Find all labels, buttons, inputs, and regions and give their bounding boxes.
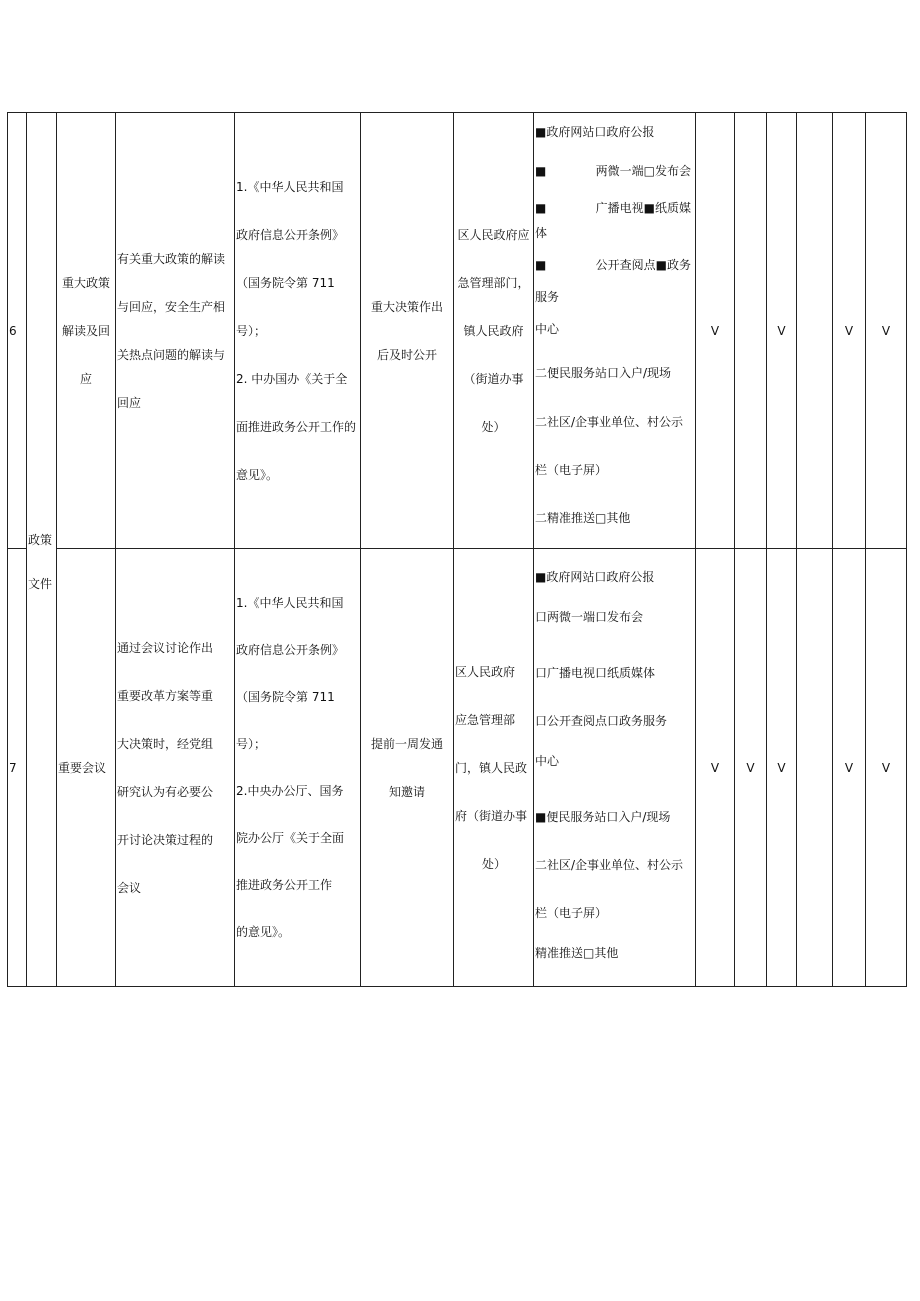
row-number: 7 xyxy=(8,549,27,987)
channel-text: 二社区/企事业单位、村公示 xyxy=(535,858,684,872)
content-cell xyxy=(116,549,235,987)
unit-line: 区人民政府 xyxy=(455,664,516,679)
channel-text: 精准推送□其他 xyxy=(535,946,619,960)
basis-cell xyxy=(235,549,361,987)
basis-line: 号）； xyxy=(236,323,267,338)
row-number: 6 xyxy=(8,113,27,549)
content-line: 有关重大政策的解读 xyxy=(117,251,226,266)
unit-line: 处） xyxy=(481,419,506,434)
content-line: 会议 xyxy=(117,880,142,895)
channel-text: 口公开查阅点口政务服务 xyxy=(535,714,668,728)
timing-line: 后及时公开 xyxy=(376,347,437,362)
content-line: 与回应，安全生产相 xyxy=(117,299,226,314)
channel-line xyxy=(535,597,695,637)
channel-line xyxy=(535,290,695,304)
check-mark xyxy=(735,113,767,549)
unit-line: 府（街道办事 xyxy=(455,808,528,823)
check-mark: V xyxy=(735,549,767,987)
subject-unit-cell xyxy=(454,549,534,987)
subject-unit-cell xyxy=(454,113,534,549)
disclosure-table xyxy=(7,112,907,987)
subject-cell xyxy=(57,549,116,987)
channel-line xyxy=(535,226,695,240)
basis-line: 意见》。 xyxy=(236,467,279,482)
channel-line xyxy=(535,709,695,733)
channel-text: 口两微一端口发布会 xyxy=(535,610,644,624)
channel-text: 中心 xyxy=(535,754,560,768)
basis-line: 1.《中华人民共和国 xyxy=(236,179,344,194)
basis-line: 政府信息公开条例》 xyxy=(236,642,345,657)
category-label xyxy=(27,113,56,606)
content-line: 回应 xyxy=(117,395,142,410)
subject-line: 解读及回 xyxy=(61,323,110,338)
channel-cell xyxy=(534,549,696,987)
basis-line: （国务院令第 711 xyxy=(236,689,335,704)
subject-line: 重大政策 xyxy=(61,275,110,290)
channel-line xyxy=(535,557,695,597)
channel-text: 公开查阅点■政务 xyxy=(595,258,691,272)
channel-text: ■ xyxy=(535,164,547,178)
channel-line xyxy=(535,733,695,789)
basis-line: 的意见》。 xyxy=(236,924,291,939)
channel-line xyxy=(535,240,695,290)
basis-line: 1.《中华人民共和国 xyxy=(236,595,344,610)
subject-line: 重要会议 xyxy=(58,760,107,775)
channel-line xyxy=(535,451,695,490)
check-mark: V xyxy=(696,549,735,987)
channel-cell xyxy=(534,113,696,549)
channel-line xyxy=(535,113,695,152)
timing-cell xyxy=(361,549,454,987)
channel-text: 栏（电子屏） xyxy=(535,906,608,920)
channel-text: ■ xyxy=(535,258,547,272)
content-cell xyxy=(116,113,235,549)
channel-line xyxy=(535,354,695,393)
unit-line: 处） xyxy=(481,856,506,871)
unit-line: 镇人民政府 xyxy=(463,323,524,338)
channel-text: ■ xyxy=(535,201,547,215)
basis-line: 2.中央办公厅、国务 xyxy=(236,783,344,798)
channel-line xyxy=(535,941,695,965)
basis-line: 院办公厅《关于全面 xyxy=(236,830,345,845)
basis-line: 面推进政务公开工作的 xyxy=(236,419,357,434)
basis-line: 号）； xyxy=(236,736,267,751)
check-mark xyxy=(797,549,833,987)
basis-line: 政府信息公开条例》 xyxy=(236,227,345,242)
basis-cell xyxy=(235,113,361,549)
subject-line: 应 xyxy=(79,371,92,386)
channel-line xyxy=(535,845,695,885)
channel-text: 中心 xyxy=(535,322,560,336)
check-mark: V xyxy=(767,113,797,549)
timing-cell xyxy=(361,113,454,549)
channel-text: ■政府网站口政府公报 xyxy=(535,570,655,584)
timing-line: 知邀请 xyxy=(388,784,425,799)
table-row xyxy=(8,549,907,987)
basis-line: 推进政务公开工作 xyxy=(236,877,333,892)
basis-line: （国务院令第 711 xyxy=(236,275,335,290)
category-line-1: 政策 xyxy=(28,533,53,547)
channel-text: 体 xyxy=(535,226,548,240)
content-line: 重要改革方案等重 xyxy=(117,688,214,703)
unit-line: 门，镇人民政 xyxy=(455,760,528,775)
subject-cell xyxy=(57,113,116,549)
channel-text: 广播电视■纸质媒 xyxy=(595,201,691,215)
category-cell xyxy=(27,113,57,987)
channel-text: ■便民服务站口入户/现场 xyxy=(535,810,671,824)
unit-line: 急管理部门， xyxy=(457,275,530,290)
content-line: 关热点问题的解读与 xyxy=(117,347,226,362)
unit-line: （街道办事 xyxy=(463,371,524,386)
channel-text: 二社区/企事业单位、村公示 xyxy=(535,415,684,429)
table-row xyxy=(8,113,907,549)
content-line: 大决策时，经党组 xyxy=(117,736,214,751)
check-mark: V xyxy=(833,113,866,549)
timing-line: 重大决策作出 xyxy=(370,299,443,314)
check-mark: V xyxy=(767,549,797,987)
check-mark: V xyxy=(696,113,735,549)
channel-line xyxy=(535,191,695,226)
category-line-2: 文件 xyxy=(28,577,53,591)
channel-line xyxy=(535,304,695,354)
unit-line: 应急管理部 xyxy=(455,712,516,727)
channel-text: 二便民服务站口入户/现场 xyxy=(535,366,672,380)
check-mark: V xyxy=(866,549,907,987)
channel-line xyxy=(535,637,695,709)
unit-line: 区人民政府应 xyxy=(457,227,530,242)
check-mark: V xyxy=(833,549,866,987)
channel-text: 栏（电子屏） xyxy=(535,463,608,477)
content-line: 研究认为有必要公 xyxy=(117,784,214,799)
content-line: 开讨论决策过程的 xyxy=(117,832,214,847)
check-mark xyxy=(797,113,833,549)
content-line: 通过会议讨论作出 xyxy=(117,640,214,655)
channel-text: 二精准推送□其他 xyxy=(535,511,631,525)
channel-line xyxy=(535,490,695,546)
channel-line xyxy=(535,885,695,941)
channel-text: 服务 xyxy=(535,290,560,304)
channel-text: 口广播电视口纸质媒体 xyxy=(535,666,656,680)
channel-text: ■政府网站口政府公报 xyxy=(535,125,655,139)
channel-line xyxy=(535,393,695,451)
check-mark: V xyxy=(866,113,907,549)
timing-line: 提前一周发通 xyxy=(370,736,443,751)
channel-line xyxy=(535,152,695,191)
channel-line xyxy=(535,789,695,845)
basis-line: 2. 中办国办《关于全 xyxy=(236,371,348,386)
channel-text: 两微一端□发布会 xyxy=(595,164,691,178)
